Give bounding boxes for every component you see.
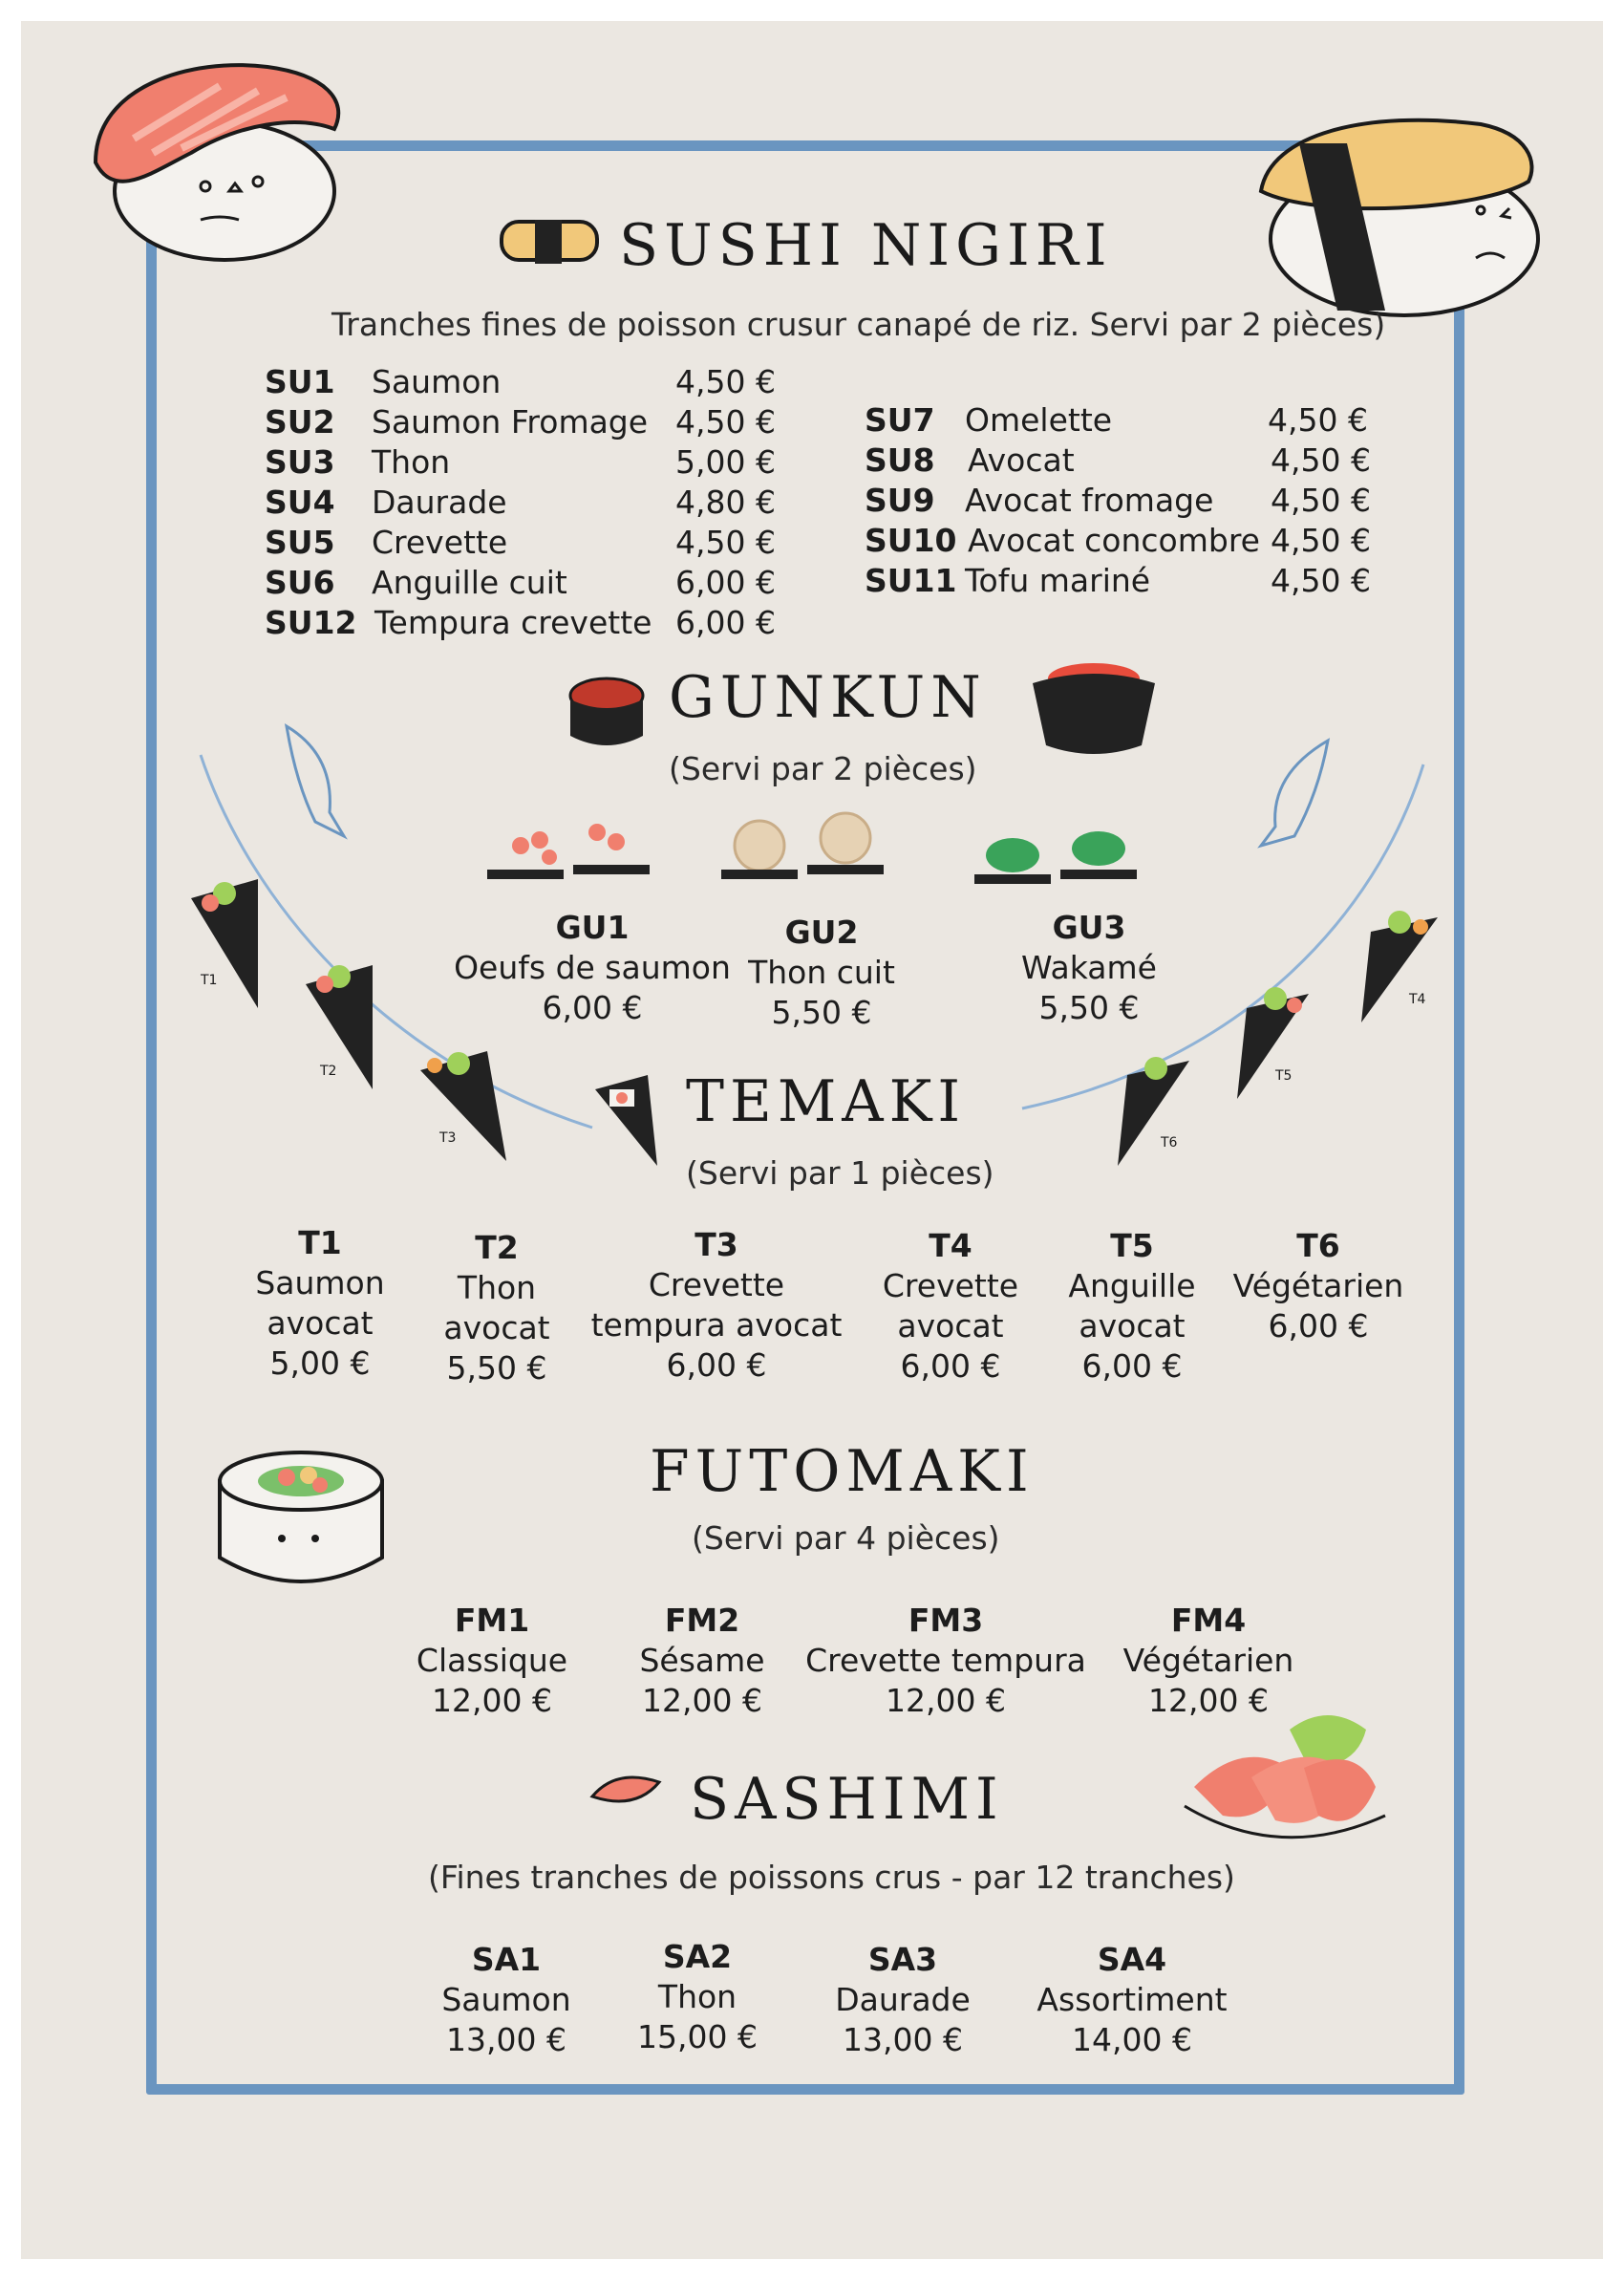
futomaki-item xyxy=(611,1601,793,1721)
item-code: GU1 xyxy=(555,909,630,946)
item-name: Sésame xyxy=(639,1642,765,1679)
menu-item xyxy=(265,403,780,443)
menu-item xyxy=(865,401,1380,441)
item-price: 6,00 € xyxy=(666,1346,767,1384)
futomaki-roll-icon xyxy=(205,1443,396,1596)
item-price: 6,00 € xyxy=(900,1347,1001,1385)
temaki-cone-icon xyxy=(182,874,277,1018)
futomaki-item xyxy=(802,1601,1089,1721)
gunkun-subtitle: (Servi par 2 pièces) xyxy=(669,750,977,787)
item-name: Omelette xyxy=(965,401,1113,439)
sashimi-item xyxy=(611,1937,783,2057)
temaki-cone-icon xyxy=(590,1070,667,1175)
temaki-cone-icon xyxy=(1113,1051,1208,1175)
salmon-nigiri-icon xyxy=(76,48,363,268)
item-name: Avocat concombre xyxy=(968,522,1260,559)
item-code: FM3 xyxy=(908,1602,984,1639)
item-name: Crevette xyxy=(372,524,508,561)
item-code: T3 xyxy=(694,1226,738,1263)
sashimi-subtitle: (Fines tranches de poissons crus - par 12 tranches) xyxy=(428,1859,1235,1896)
item-name: Thon xyxy=(457,1269,537,1306)
item-code: SU10 xyxy=(865,522,957,559)
sashimi-slice-icon xyxy=(588,1768,664,1816)
item-name: Tofu mariné xyxy=(965,562,1151,599)
gunkun-title: GUNKUN xyxy=(669,664,987,731)
futomaki-title: FUTOMAKI xyxy=(650,1438,1035,1505)
item-price: 4,50 € xyxy=(1271,441,1371,479)
item-price: 12,00 € xyxy=(886,1682,1006,1719)
item-name: Oeufs de saumon xyxy=(454,949,731,986)
ikura-gunkan-icon xyxy=(1027,659,1161,764)
menu-item xyxy=(265,524,780,564)
item-code: FM2 xyxy=(664,1602,740,1639)
item-price: 6,00 € xyxy=(542,989,643,1026)
menu-item xyxy=(265,363,780,403)
item-name: Daurade xyxy=(372,484,507,521)
item-price: 15,00 € xyxy=(637,2018,758,2055)
item-name: Thon cuit xyxy=(748,954,895,991)
tamago-icon xyxy=(497,212,602,269)
item-name: Assortiment xyxy=(1036,1981,1228,2018)
item-price: 12,00 € xyxy=(642,1682,762,1719)
futomaki-subtitle: (Servi par 4 pièces) xyxy=(692,1519,1000,1557)
item-code: SU2 xyxy=(265,403,335,441)
item-price: 6,00 € xyxy=(675,604,776,641)
item-price: 4,50 € xyxy=(675,524,776,561)
item-code: SU6 xyxy=(265,564,335,601)
item-code: T5 xyxy=(1110,1227,1154,1264)
item-name: Saumon xyxy=(255,1264,385,1301)
menu-item xyxy=(865,441,1380,482)
item-price: 5,50 € xyxy=(446,1349,547,1387)
item-name: Wakamé xyxy=(1021,949,1157,986)
item-name: Avocat fromage xyxy=(965,482,1214,519)
item-code: T4 xyxy=(929,1227,972,1264)
menu-item xyxy=(265,564,780,604)
item-price: 13,00 € xyxy=(843,2021,963,2058)
futomaki-item xyxy=(396,1601,588,1721)
item-name: Daurade xyxy=(835,1981,971,2018)
menu-item xyxy=(265,443,780,484)
egg-nigiri-icon xyxy=(1242,105,1576,325)
item-code: SU11 xyxy=(865,562,957,599)
item-name-line2: avocat xyxy=(897,1307,1004,1344)
temaki-item xyxy=(224,1223,416,1384)
nigiri-subtitle: Tranches fines de poisson crusur canapé de riz. Servi par 2 pièces) xyxy=(331,306,1386,343)
item-name-line2: avocat xyxy=(1079,1307,1186,1344)
item-price: 4,80 € xyxy=(675,484,776,521)
item-code: SA3 xyxy=(867,1941,938,1978)
gunkan-item xyxy=(449,908,736,1028)
menu-item xyxy=(265,484,780,524)
item-price: 5,50 € xyxy=(771,994,872,1031)
item-price: 4,50 € xyxy=(1268,401,1368,439)
temaki-item xyxy=(855,1226,1046,1387)
item-name: Saumon xyxy=(372,363,502,400)
item-code: SU12 xyxy=(265,604,357,641)
cone-label: T2 xyxy=(320,1064,337,1079)
item-name: Crevette xyxy=(648,1266,785,1303)
item-code: T1 xyxy=(298,1224,342,1261)
item-name: Anguille cuit xyxy=(372,564,567,601)
sashimi-item xyxy=(807,1940,998,2060)
sashimi-title: SASHIMI xyxy=(690,1766,1004,1833)
item-code: GU2 xyxy=(784,914,859,951)
temaki-cone-icon xyxy=(1232,984,1328,1108)
menu-item xyxy=(865,522,1380,562)
item-price: 12,00 € xyxy=(432,1682,552,1719)
ikura-gunkan-icon xyxy=(564,669,650,755)
item-name: Saumon xyxy=(441,1981,571,2018)
cone-label: T4 xyxy=(1409,992,1426,1007)
item-price: 4,50 € xyxy=(675,403,776,441)
temaki-cone-icon xyxy=(411,1046,516,1171)
item-code: FM4 xyxy=(1170,1602,1247,1639)
item-price: 14,00 € xyxy=(1072,2021,1192,2058)
cone-label: T6 xyxy=(1161,1135,1178,1151)
item-code: SU4 xyxy=(265,484,335,521)
item-price: 4,50 € xyxy=(1271,562,1371,599)
item-name: Saumon Fromage xyxy=(372,403,649,441)
ikura-gunkan-icon xyxy=(716,817,888,893)
item-price: 6,00 € xyxy=(1081,1347,1183,1385)
item-code: SU8 xyxy=(865,441,935,479)
item-name: Crevette tempura xyxy=(805,1642,1086,1679)
item-price: 4,50 € xyxy=(1271,482,1371,519)
item-price: 6,00 € xyxy=(1268,1307,1369,1344)
menu-item xyxy=(865,562,1380,602)
futomaki-item xyxy=(1108,1601,1309,1721)
temaki-item xyxy=(588,1225,845,1386)
item-code: SU7 xyxy=(865,401,935,439)
item-code: GU3 xyxy=(1052,909,1126,946)
item-price: 13,00 € xyxy=(446,2021,566,2058)
item-price: 5,00 € xyxy=(675,443,776,481)
gunkan-item xyxy=(974,908,1204,1028)
menu-item xyxy=(865,482,1380,522)
item-code: SU3 xyxy=(265,443,335,481)
menu-item xyxy=(265,604,780,644)
item-code: T2 xyxy=(475,1229,519,1266)
item-code: T6 xyxy=(1296,1227,1340,1264)
temaki-subtitle: (Servi par 1 pièces) xyxy=(686,1154,994,1192)
item-code: SU1 xyxy=(265,363,335,400)
item-price: 12,00 € xyxy=(1148,1682,1269,1719)
item-code: SA2 xyxy=(662,1938,733,1975)
item-code: SU9 xyxy=(865,482,935,519)
temaki-cone-icon xyxy=(1352,908,1447,1032)
item-price: 4,50 € xyxy=(1271,522,1371,559)
item-price: 5,00 € xyxy=(269,1344,371,1382)
temaki-item xyxy=(401,1228,592,1388)
nigiri-title: SUSHI NIGIRI xyxy=(619,212,1113,279)
item-code: SA4 xyxy=(1097,1941,1167,1978)
item-price: 4,50 € xyxy=(675,363,776,400)
item-code: SU5 xyxy=(265,524,335,561)
item-name-line2: avocat xyxy=(443,1309,550,1346)
temaki-item xyxy=(1213,1226,1423,1346)
item-name: Anguille xyxy=(1068,1267,1196,1304)
ikura-gunkan-icon xyxy=(482,817,654,893)
cone-label: T3 xyxy=(439,1130,457,1146)
sashimi-item xyxy=(416,1940,597,2060)
item-price: 5,50 € xyxy=(1038,989,1140,1026)
item-name: Végétarien xyxy=(1122,1642,1294,1679)
item-name: Thon xyxy=(657,1978,737,2015)
item-name: Avocat xyxy=(968,441,1075,479)
item-code: FM1 xyxy=(454,1602,530,1639)
temaki-title: TEMAKI xyxy=(686,1068,967,1135)
item-name-line2: tempura avocat xyxy=(590,1306,843,1344)
item-name: Végétarien xyxy=(1232,1267,1404,1304)
item-code: SA1 xyxy=(471,1941,542,1978)
ikura-gunkan-icon xyxy=(970,822,1142,898)
item-name: Crevette xyxy=(882,1267,1019,1304)
temaki-cone-icon xyxy=(296,956,392,1099)
item-name: Tempura crevette xyxy=(374,604,652,641)
item-price: 6,00 € xyxy=(675,564,776,601)
cone-label: T1 xyxy=(201,973,218,988)
temaki-item xyxy=(1036,1226,1228,1387)
gunkan-item xyxy=(707,913,936,1033)
item-name-line2: avocat xyxy=(267,1304,374,1342)
item-name: Thon xyxy=(372,443,451,481)
sashimi-item xyxy=(1013,1940,1251,2060)
sashimi-plate-icon xyxy=(1185,1701,1395,1863)
item-name: Classique xyxy=(416,1642,568,1679)
cone-label: T5 xyxy=(1275,1068,1293,1084)
